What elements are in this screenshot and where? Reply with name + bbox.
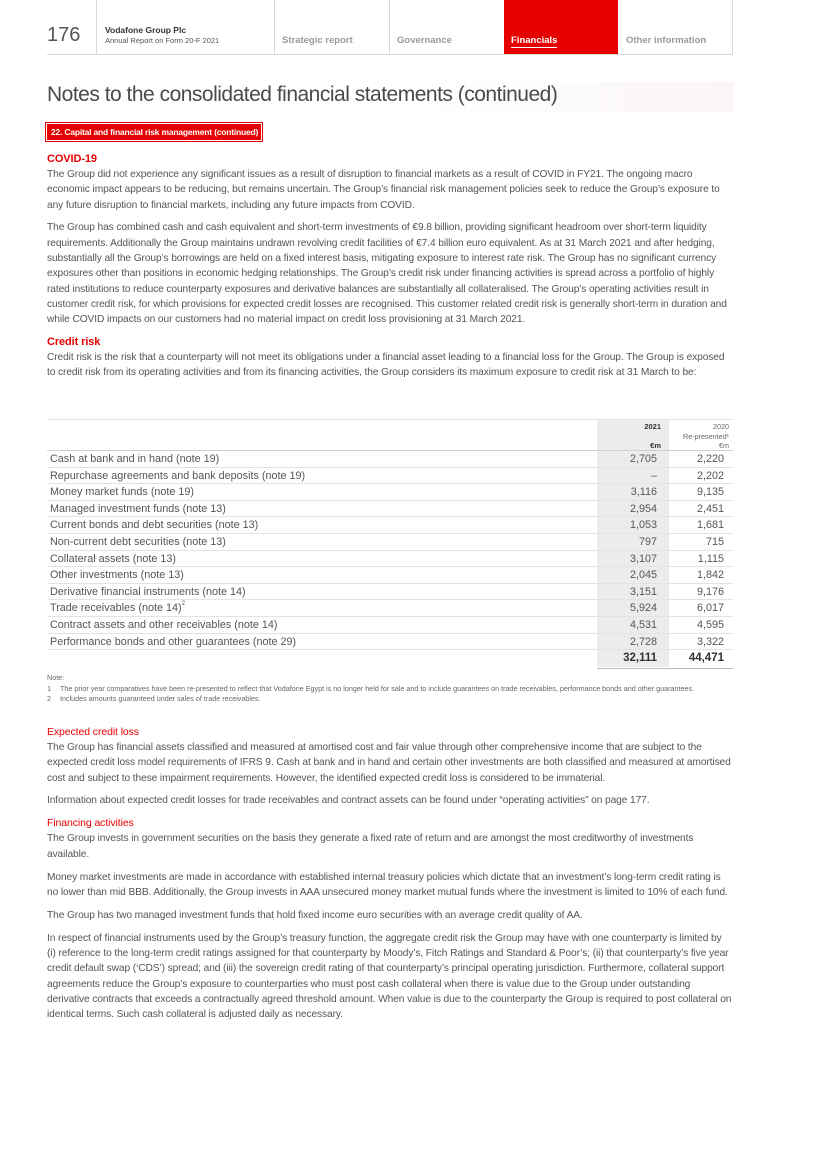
row-label: Derivative financial instruments (note 14) [50, 585, 246, 598]
divider [732, 0, 733, 54]
financing-activities-heading: Financing activities [47, 817, 134, 830]
page-number: 176 [47, 24, 81, 46]
value-2021: 3,107 [629, 552, 657, 565]
table-notes [47, 673, 733, 705]
column-unit-2021: €m [650, 441, 661, 450]
row-label: Other investments (note 13) [50, 569, 184, 582]
page-title: Notes to the consolidated financial statements (continued) [47, 82, 733, 112]
tab-financials[interactable] [504, 0, 618, 54]
company-name: Vodafone Group Plc [105, 25, 187, 35]
divider [96, 0, 97, 54]
note-number: 1 [47, 683, 51, 693]
top-navigation [47, 0, 733, 55]
value-2020: 2,220 [696, 453, 724, 465]
lower-section [47, 725, 733, 1030]
row-label: Performance bonds and other guarantees (note 29) [50, 635, 297, 648]
financing-paragraph-2: Money market investments are made in accordance with established internal treasury policies which dictate that an investment’s long-term credit rating is no lower than mid BBB. Additionally, the Group invests in AAA unsecured money market mutual funds where the investment is limited to 10% of each fund. [47, 871, 728, 898]
value-2021: 3,116 [630, 486, 657, 499]
row-label: Repurchase agreements and bank deposits (note 19) [50, 469, 306, 482]
value-2021: 5,924 [629, 602, 657, 615]
tab-label: Financials [511, 35, 558, 46]
covid-heading: COVID-19 [47, 153, 97, 165]
expected-credit-loss-heading: Expected credit loss [47, 726, 139, 738]
notes-heading: Note: [47, 673, 65, 682]
ecl-paragraph-2: Information about expected credit losses for trade receivables and contract assets can be found under “operating activities” on page 177. [47, 795, 650, 807]
row-label: Collateral assets (note 13) [50, 552, 177, 565]
value-2020: 9,135 [696, 486, 724, 499]
value-2021: 2,045 [629, 569, 657, 582]
total-2021: 32,111 [623, 652, 657, 664]
value-2021: 2,728 [629, 635, 657, 648]
row-label: Money market funds (note 19) [50, 486, 195, 499]
tab-other-information[interactable] [619, 0, 733, 54]
covid-paragraph-2: The Group has combined cash and cash equivalent and short-term investments of €9.8 billion, providing significant headroom over short-term liquidity requirements. Additionally the Group maintains undrawn revolving credit facilities of €7.4 billion euro equivalent. As at 31 March 2021 and after hedging, substantially all the Group’s borrowings are held on a fixed interest basis, mitigating exposure to interest rate risk. The Group has no significant currency exposures other than positions in economic hedging relationships. The Group’s credit risk under financing activities is spread across a portfolio of highly rated institutions to reduce counterparty exposures and derivative balances are substantially all collateralised. The Group’s operating activities result in customer credit risk, for which provisions for expected credit losses are recognised. This customer related credit risk is generally short-term in duration and while COVID impacts on our customers had no material impact on credit loss provisioning at 31 March 2021. [47, 222, 727, 326]
row-label: Cash at bank and in hand (note 19) [50, 453, 220, 465]
row-label: Contract assets and other receivables (note 14) [50, 619, 278, 631]
value-2020: 6,017 [696, 602, 724, 615]
column-header-2021: 2021 [644, 422, 661, 431]
row-label: Non-current debt securities (note 13) [50, 536, 226, 548]
credit-risk-heading: Credit risk [47, 336, 101, 349]
value-2020: 9,176 [696, 585, 724, 598]
tab-governance[interactable] [390, 0, 503, 54]
table-row [47, 451, 733, 468]
note-item [47, 684, 733, 695]
covid-paragraph-1: The Group did not experience any significant issues as a result of disruption to financial markets as a result of COVID in FY21. The ongoing macro economic impact appears to be reducing, but remains uncertain. The Group’s financial risk management policies seek to reduce the Group’s exposure to any future disruption to financial markets, including any future impacts from COVID. [47, 169, 720, 211]
table-total-row [597, 650, 733, 667]
table-row [47, 584, 733, 601]
value-2020: 3,322 [696, 635, 724, 648]
table-top-rule [47, 419, 733, 420]
value-2020: 715 [705, 536, 724, 548]
row-label: Current bonds and debt securities (note 13) [50, 519, 259, 532]
table-row [47, 567, 733, 584]
note-text: Includes amounts guaranteed under sales of trade receivables. [60, 694, 261, 703]
table-row [47, 484, 733, 501]
financing-paragraph-3: The Group has two managed investment funds that hold fixed income euro securities with an average credit quality of AA. [47, 909, 583, 921]
tab-label: Governance [397, 35, 452, 46]
table-row [47, 501, 733, 518]
ecl-paragraph-1: The Group has financial assets classified and measured at amortised cost and fair value through other comprehensive income that are subject to the expected credit loss model requirements of IFRS 9. Cash at bank and in hand and certain other investments are both classified and measured at amortised cost and subject to these impairment requirements. However, the identified expected credit loss is considered to be immaterial. [47, 742, 731, 784]
report-name: Annual Report on Form 20-F 2021 [105, 36, 220, 45]
value-2021: 4,531 [629, 619, 657, 631]
tab-strategic-report[interactable] [275, 0, 389, 54]
value-2021: 1,053 [629, 519, 657, 532]
column-header-2020: 2020 [713, 422, 729, 431]
table-row [47, 600, 733, 617]
row-label: Managed investment funds (note 13) [50, 502, 226, 515]
value-2020: 2,451 [696, 502, 724, 515]
total-2020: 44,471 [688, 652, 724, 664]
section-tag: 22. Capital and financial risk management (continued) [47, 124, 261, 140]
table-row [47, 468, 733, 485]
value-2020: 1,115 [697, 552, 724, 565]
value-2020: 1,842 [696, 569, 724, 582]
total-rule [597, 668, 733, 669]
table-row [47, 617, 733, 634]
row-label: Trade receivables (note 14) [50, 602, 182, 615]
table-row [47, 551, 733, 568]
value-2021: 797 [638, 536, 657, 548]
financing-paragraph-1: The Group invests in government securities on the basis they generate a fixed rate of return and are amongst the most creditworthy of investments available. [47, 833, 694, 860]
tab-label: Other information [626, 35, 707, 46]
value-2021: 2,954 [629, 502, 657, 515]
value-2020: 1,681 [696, 519, 724, 532]
value-2020: 4,595 [696, 619, 724, 631]
value-2021: – [650, 469, 657, 482]
financing-paragraph-4: In respect of financial instruments used by the Group’s treasury function, the aggregate credit risk the Group may have with one counterparty is limited by (i) reference to the long-term credit ratings assigned for that counterparty by Moody’s, Fitch Ratings and Standard & Poor’s; (ii) that counterparty’s five year credit default swap (‘CDS’) spread; and (iii) the sovereign credit rating of that counterparty’s principal operating jurisdiction. Furthermore, collateral support agreements reduce the Group’s exposure to counterparties who must post cash collateral when there is value due to the Group under outstanding derivative contracts that exceeds a contractually agreed threshold amount. When value is due to the counterparty the Group is required to post collateral on identical terms. Such cash collateral is adjusted daily as necessary. [47, 932, 732, 1021]
column-unit-2020: €m [719, 441, 729, 450]
tab-label: Strategic report [282, 35, 353, 46]
nav-bottom-rule [47, 54, 733, 55]
note-number: 2 [47, 694, 51, 703]
credit-risk-paragraph: Credit risk is the risk that a counterparty will not meet its obligations under a financial asset leading to a financial loss for the Group. The Group is exposed to credit risk from its operating activities and from its financing activities, the Group considers its maximum exposure to credit risk at 31 March to be: [47, 352, 725, 379]
value-2021: 3,151 [629, 585, 657, 598]
row-footnote: 2 [181, 601, 185, 608]
note-item [47, 694, 733, 705]
value-2021: 2,705 [629, 453, 657, 465]
value-2020: 2,202 [696, 469, 724, 482]
column-note-2020: Re-presented¹ [683, 432, 729, 441]
note-text: The prior year comparatives have been re-presented to reflect that Vodafone Egypt is no longer held for sale and to include guarantees on trade receivables, performance bonds and other guarantees. [60, 683, 695, 693]
table-row [47, 534, 733, 551]
covid-section [47, 152, 733, 388]
table-row [47, 517, 733, 534]
table-row [47, 634, 733, 651]
